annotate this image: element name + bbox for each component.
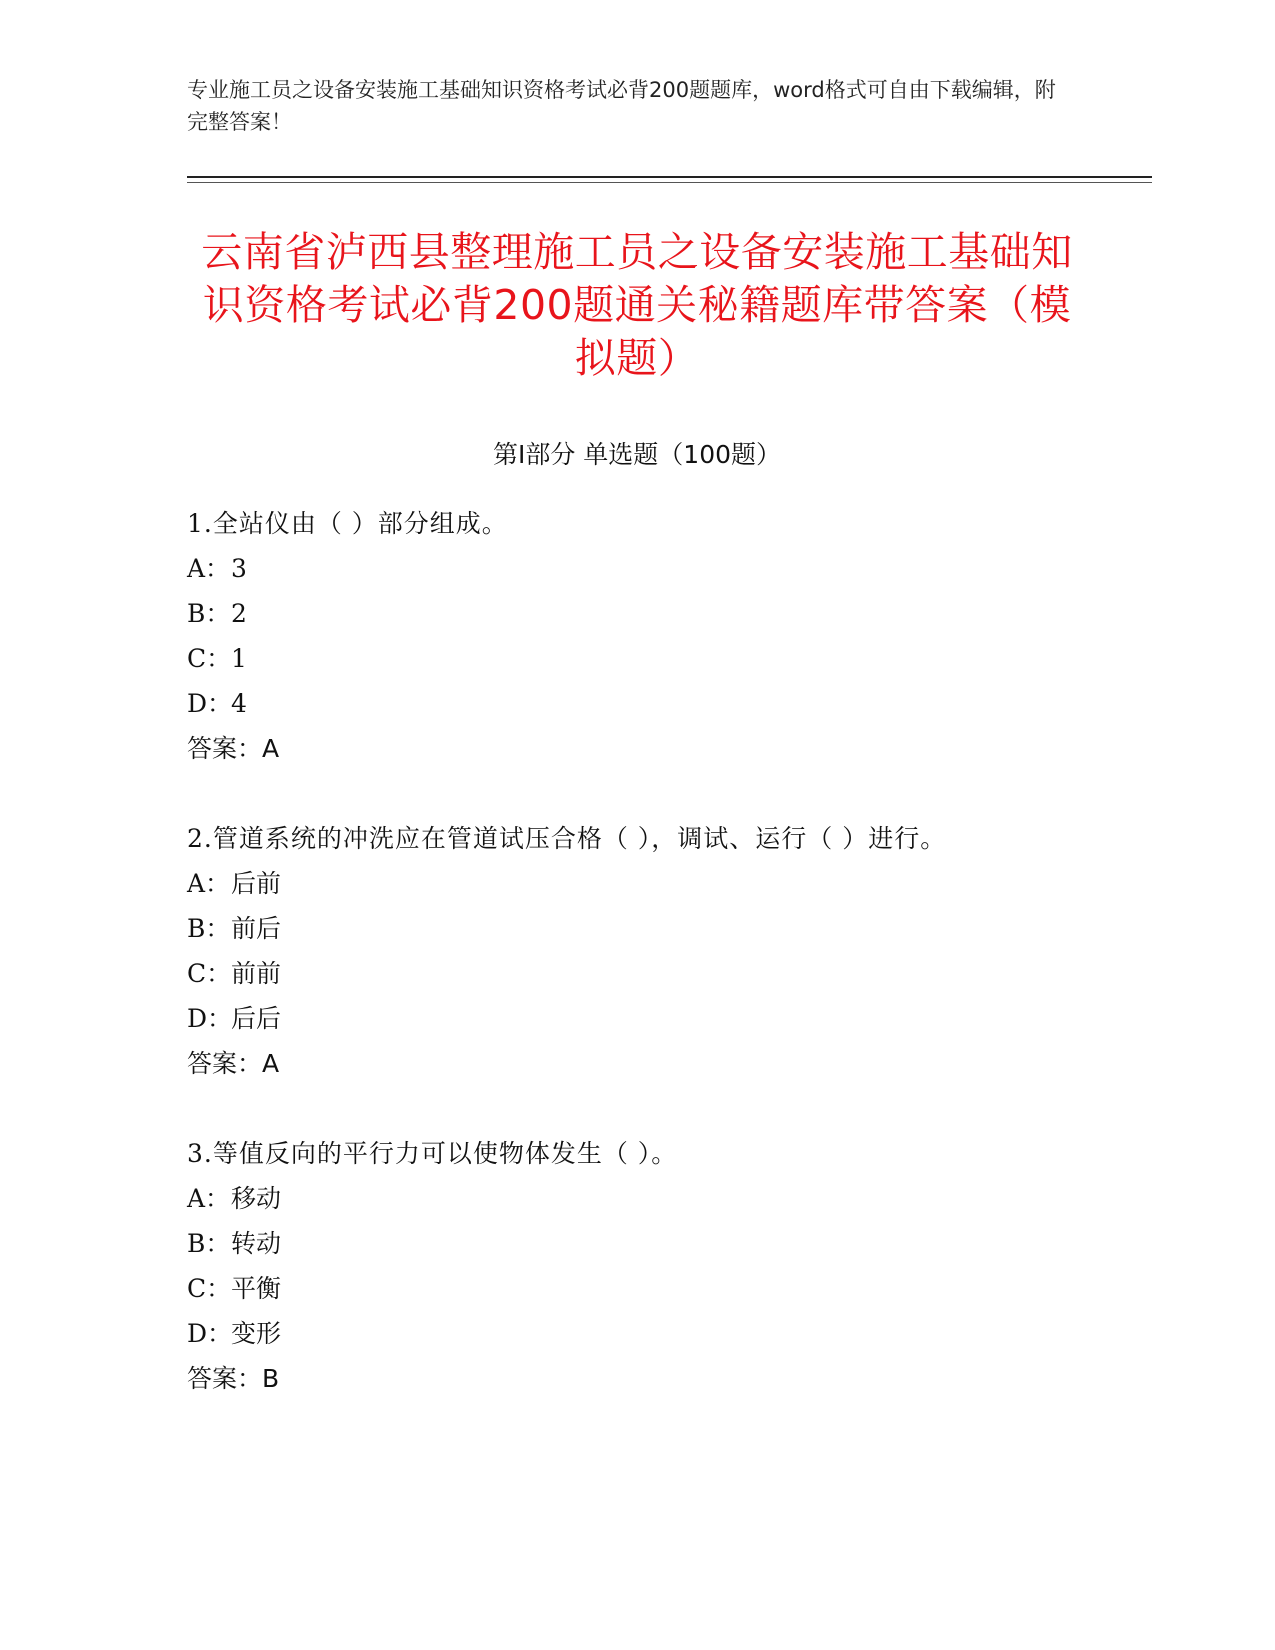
option-letter: A： xyxy=(187,554,231,583)
option-letter: C： xyxy=(187,1274,232,1303)
header-divider-thin xyxy=(187,182,1152,183)
option-c xyxy=(187,958,1087,1003)
header-note: 专业施工员之设备安装施工基础知识资格考试必背200题题库，word格式可自由下载编辑，附完整答案！ xyxy=(187,78,1056,134)
question-1 xyxy=(187,508,1087,778)
option-letter: C： xyxy=(187,644,232,673)
question-stem: 3.等值反向的平行力可以使物体发生（ ）。 xyxy=(187,1139,678,1168)
option-d xyxy=(187,1003,1087,1048)
option-c xyxy=(187,1273,1087,1318)
document-title: 云南省泸西县整理施工员之设备安装施工基础知识资格考试必背200题通关秘籍题库带答案（模拟题） xyxy=(201,228,1073,382)
option-text: 后后 xyxy=(231,1004,282,1033)
option-a xyxy=(187,868,1087,913)
option-a xyxy=(187,1183,1087,1228)
option-text: 2 xyxy=(231,599,247,628)
option-d xyxy=(187,1318,1087,1363)
option-b xyxy=(187,598,1087,643)
option-letter: D： xyxy=(187,1004,233,1033)
answer-line: 答案：A xyxy=(187,734,280,763)
option-b xyxy=(187,1228,1087,1273)
section-heading: 第I部分 单选题（100题） xyxy=(492,440,782,469)
option-text: 前后 xyxy=(231,914,282,943)
option-letter: A： xyxy=(187,1184,231,1213)
option-letter: B： xyxy=(187,599,231,628)
option-text: 前前 xyxy=(231,959,282,988)
option-letter: A： xyxy=(187,869,231,898)
option-letter: C： xyxy=(187,959,232,988)
option-text: 转动 xyxy=(231,1229,282,1258)
question-2 xyxy=(187,823,1087,1093)
answer-line: 答案：A xyxy=(187,1049,280,1078)
option-text: 1 xyxy=(231,644,247,673)
answer-line: 答案：B xyxy=(187,1364,280,1393)
option-text: 平衡 xyxy=(231,1274,282,1303)
option-c xyxy=(187,643,1087,688)
option-d xyxy=(187,688,1087,733)
question-stem: 2.管道系统的冲洗应在管道试压合格（ ），调试、运行（ ）进行。 xyxy=(187,824,947,853)
header-divider-thick xyxy=(187,176,1152,178)
option-letter: B： xyxy=(187,1229,231,1258)
option-text: 变形 xyxy=(231,1319,282,1348)
question-3 xyxy=(187,1138,1087,1408)
option-letter: B： xyxy=(187,914,231,943)
option-text: 4 xyxy=(231,689,247,718)
option-text: 移动 xyxy=(231,1184,282,1213)
option-text: 后前 xyxy=(231,869,282,898)
option-b xyxy=(187,913,1087,958)
option-letter: D： xyxy=(187,689,233,718)
question-stem: 1.全站仪由（ ）部分组成。 xyxy=(187,509,508,538)
option-a xyxy=(187,553,1087,598)
option-text: 3 xyxy=(231,554,247,583)
option-letter: D： xyxy=(187,1319,233,1348)
